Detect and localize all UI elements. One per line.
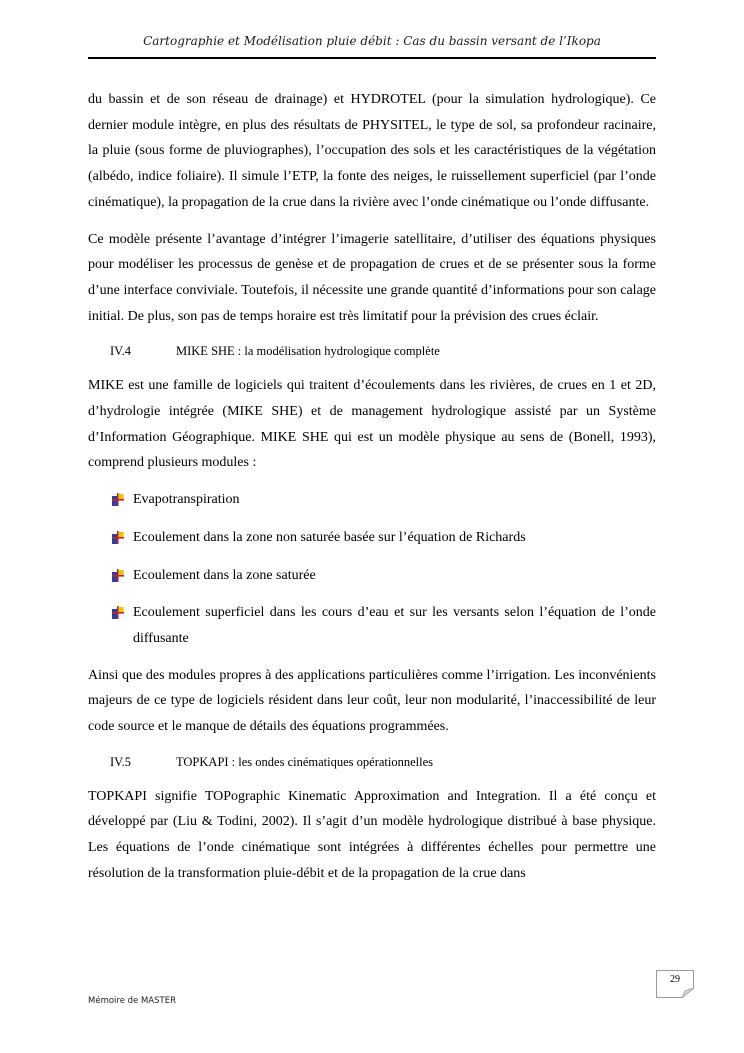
list-item: [88, 600, 656, 651]
list-item: [88, 525, 656, 551]
section-title: TOPKAPI : les ondes cinématiques opérationnelles: [176, 754, 434, 769]
paragraph: MIKE est une famille de logiciels qui traitent d’écoulements dans les rivières, de crues en 1 et 2D, d’hydrologie intégrée (MIKE SHE) et de management hydrologique assisté par un Système d’Information Géographique. MIKE SHE qui est un modèle physique au sens de (Bonell, 1993), comprend plusieurs modules :: [88, 378, 656, 471]
header-rule: [88, 57, 656, 59]
section-heading-iv5: [110, 751, 656, 773]
paragraph: du bassin et de son réseau de drainage) et HYDROTEL (pour la simulation hydrologique). Ce dernier module intègre, en plus des résultats de PHYSITEL, le type de sol, sa profondeur racinaire, la pluie (sous forme de pluviographes), l’occupation des sols et les caractéristiques de la végétation (albédo, indice foliaire). Il simule l’ETP, la fonte des neiges, le ruissellement superficiel (par l’onde cinématique), la propagation de la crue dans la rivière avec l’onde cinématique ou l’onde diffusante.: [88, 92, 656, 210]
list-item: [88, 563, 656, 589]
running-header: Cartographie et Modélisation pluie débit : Cas du bassin versant de l’Ikopa: [143, 34, 601, 48]
document-body: [88, 87, 656, 898]
paragraph: TOPKAPI signifie TOPographic Kinematic Approximation and Integration. Il a été conçu et développé par (Liu & Todini, 2002). Il s’agit d’un modèle hydrologique distribué à base physique. Les équations de l’onde cinématique sont intégrées à différentes échelles pour permettre une résolution de la transformation pluie-débit et de la propagation de la crue dans: [88, 788, 656, 881]
list-item-text: Ecoulement dans la zone saturée: [133, 567, 316, 583]
paragraph: Ce modèle présente l’avantage d’intégrer l’imagerie satellitaire, d’utiliser des équations physiques pour modéliser les processus de genèse et de propagation de crues et de se présenter sous la forme d’une interface conviviale. Toutefois, il nécessite une grande quantité d’informations pour son calage initial. De plus, son pas de temps horaire est très limitatif pour la prévision des crues éclair.: [88, 231, 656, 324]
list-item-text: Ecoulement dans la zone non saturée basée sur l’équation de Richards: [133, 529, 526, 545]
bullet-icon: [112, 493, 124, 506]
list-item-text: Ecoulement superficiel dans les cours d’eau et sur les versants selon l’équation de l’onde diffusante: [133, 605, 656, 646]
module-list: [88, 487, 656, 652]
bullet-icon: [112, 531, 124, 544]
list-item-text: Evapotranspiration: [133, 492, 240, 508]
bullet-icon: [112, 569, 124, 582]
section-title: MIKE SHE : la modélisation hydrologique complète: [176, 344, 440, 359]
footer: Mémoire de MASTER: [88, 996, 176, 1006]
list-item: [88, 487, 656, 513]
page-number: 29: [670, 974, 680, 985]
section-number: IV.5: [110, 754, 131, 769]
page-curl-icon: [682, 988, 694, 998]
bullet-icon: [112, 606, 124, 619]
section-heading-iv4: [110, 340, 656, 362]
paragraph: Ainsi que des modules propres à des applications particulières comme l’irrigation. Les inconvénients majeurs de ce type de logiciels résident dans leur coût, leur non modularité, l’inaccessibilité de leur code source et le manque de détails des équations programmées.: [88, 667, 656, 735]
page-number-box: [656, 970, 694, 998]
section-number: IV.4: [110, 344, 131, 359]
